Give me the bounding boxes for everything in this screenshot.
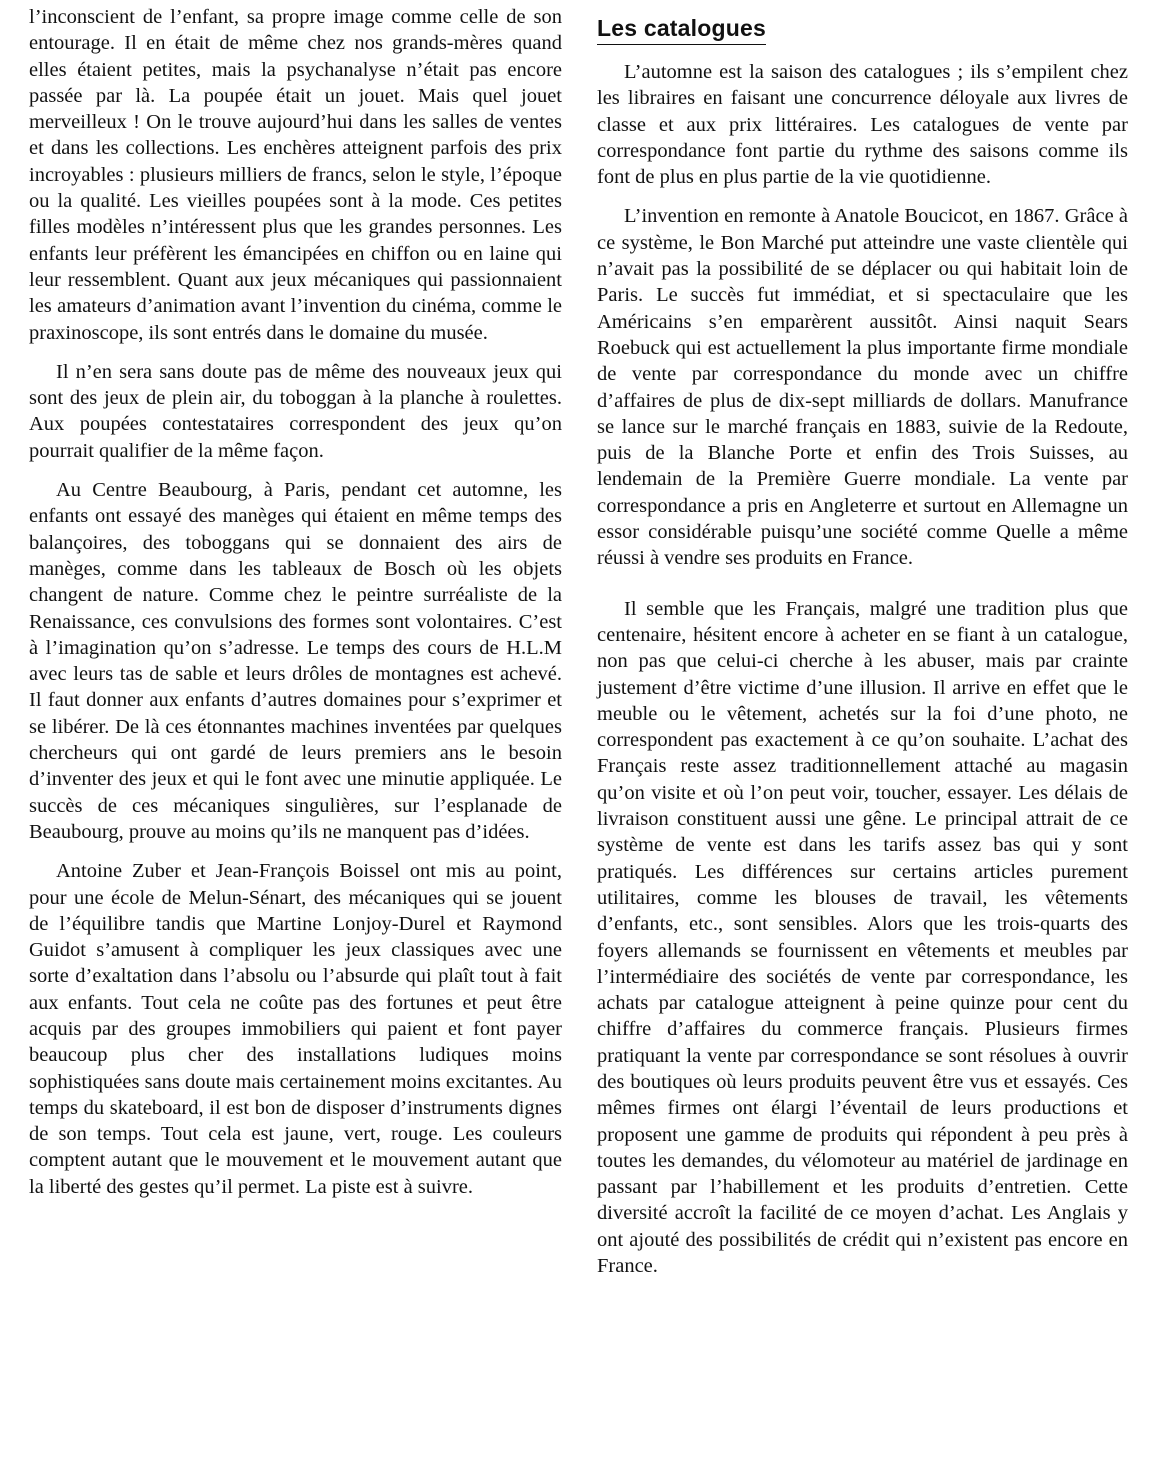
section-heading: Les catalogues [597,14,766,45]
paragraph: Il n’en sera sans doute pas de même des nouveaux jeux qui sont des jeux de plein air, du toboggan à la planche à roulettes. Aux poupées contestataires correspondent des jeux qu’on pourrait qualifier de la même façon. [29,360,562,462]
paragraph: l’inconscient de l’enfant, sa propre image comme celle de son entourage. Il en était de même chez nos grands-mères quand elles étaient petites, mais la psychanalyse n’était pas encore passée par là. La poupée était un jouet. Mais quel jouet merveilleux ! On le trouve aujourd’hui dans les salles de ventes et dans les collections. Les enchères atteignent parfois des prix incroyables : plusieurs milliers de francs, selon le style, l’époque ou la qualité. Les vieilles poupées sont à la mode. Ces petites filles modèles n’intéressent plus que les grandes personnes. Les enfants leur préfèrent les émancipées en chiffon ou en laine qui leur ressemblent. Quant aux jeux mécaniques qui passionnaient les amateurs d’animation avant l’invention du cinéma, comme le praxinoscope, ils sont entrés dans le domaine du musée. [29,6,562,344]
paragraph: L’invention en remonte à Anatole Boucicot, en 1867. Grâce à ce système, le Bon Marché put atteindre une vaste clientèle qui n’avait pas la possibilité de se déplacer ou qui habitait loin de Paris. Le succès fut immédiat, et si spectaculaire que les Américains s’en emparèrent aussitôt. Ainsi naquit Sears Roebuck qui est actuellement la plus importante firme mondiale de vente par correspondance du monde avec un chiffre d’affaires de plus de dix-sept milliards de dollars. Manufrance se lance sur le marché français en 1883, suivie de la Redoute, puis de la Blanche Porte et enfin des Trois Suisses, au lendemain de la Première Guerre mondiale. La vente par correspondance a pris en Angleterre et surtout en Allemagne un essor considérable puisqu’une société comme Quelle a même réussi à vendre ses produits en France. [597,205,1128,570]
paragraph: L’automne est la saison des catalogues ; ils s’empilent chez les libraires en faisant une concurrence déloyale aux livres de classe et aux prix littéraires. Les catalogues de vente par correspondance font partie du rythme des saisons comme ils font de plus en plus partie de la vie quotidienne. [597,61,1128,189]
paragraph: Antoine Zuber et Jean-François Boissel ont mis au point, pour une école de Melun-Sénart, des mécaniques qui se jouent de l’équilibre tandis que Martine Lonjoy-Durel et Raymond Guidot s’amusent à compliquer les jeux classiques avec une sorte d’exaltation dans l’absolu ou l’absurde qui plaît tout à fait aux enfants. Tout cela ne coûte pas des fortunes et peut être acquis par des groupes immobiliers qui paient et font payer beaucoup plus cher des installations ludiques moins sophistiquées sans doute mais certainement moins excitantes. Au temps du skateboard, il est bon de disposer d’instruments dignes de son temps. Tout cela est jaune, vert, rouge. Les couleurs comptent autant que le mouvement et le mouvement autant que la liberté des gestes qu’il permet. La piste est à suivre. [29,860,562,1198]
paragraph: Au Centre Beaubourg, à Paris, pendant cet automne, les enfants ont essayé des manèges qui étaient en même temps des balançoires, des toboggans qui se donnaient des airs de manèges, comme dans les tableaux de Bosch où les objets changent de nature. Comme chez le peintre surréaliste de la Renaissance, ces convulsions des formes sont volontaires. C’est à l’imagination qu’on s’adresse. Le temps des cours de H.L.M avec leurs tas de sable et leurs drôles de montagnes est achevé. Il faut donner aux enfants d’autres domaines pour s’exprimer et se libérer. De là ces étonnantes machines inventées par quelques chercheurs qui ont gardé de leurs premiers ans le besoin d’inventer des jeux et qui le font avec une minutie appliquée. Le succès de ces mécaniques singulières, sur l’esplanade de Beaubourg, prouve au moins qu’ils ne manquent pas d’idées. [29,479,562,843]
left-column [29,4,562,1200]
right-column [597,14,1128,1279]
paragraph: Il semble que les Français, malgré une tradition plus que centenaire, hésitent encore à acheter en se fiant à un catalogue, non pas que celui-ci cherche à les abuser, mais par crainte justement d’être victime d’une illusion. Il arrive en effet que le meuble ou le vêtement, achetés sur la foi d’une photo, ne correspondent pas exactement à ce qu’on souhaite. L’achat des Français reste assez traditionnellement attaché au magasin qu’on visite et où l’on peut voir, toucher, essayer. Les délais de livraison constituent aussi une gêne. Le principal attrait de ce système de vente est dans les tarifs assez bas qui y sont pratiqués. Les différences sur certains articles purement utilitaires, comme les blouses de travail, les vêtements d’enfants, etc., sont sensibles. Alors que les trois-quarts des foyers allemands se fournissent en vêtements et meubles par l’intermédiaire des sociétés de vente par correspondance, les achats par catalogue atteignent à peine quinze pour cent du chiffre d’affaires du commerce français. Plusieurs firmes pratiquant la vente par correspondance se sont résolues à ouvrir des boutiques où leurs produits peuvent être vus et essayés. Ces mêmes firmes ont élargi l’éventail de leurs productions et proposent une gamme de produits qui répondent à peu près à toutes les demandes, du vélomoteur au matériel de jardinage en passant par l’habillement et les produits d’entretien. Cette diversité accroît la facilité de ce moyen d’achat. Les Anglais y ont ajouté des possibilités de crédit qui n’existent pas encore en France. [597,597,1128,1278]
